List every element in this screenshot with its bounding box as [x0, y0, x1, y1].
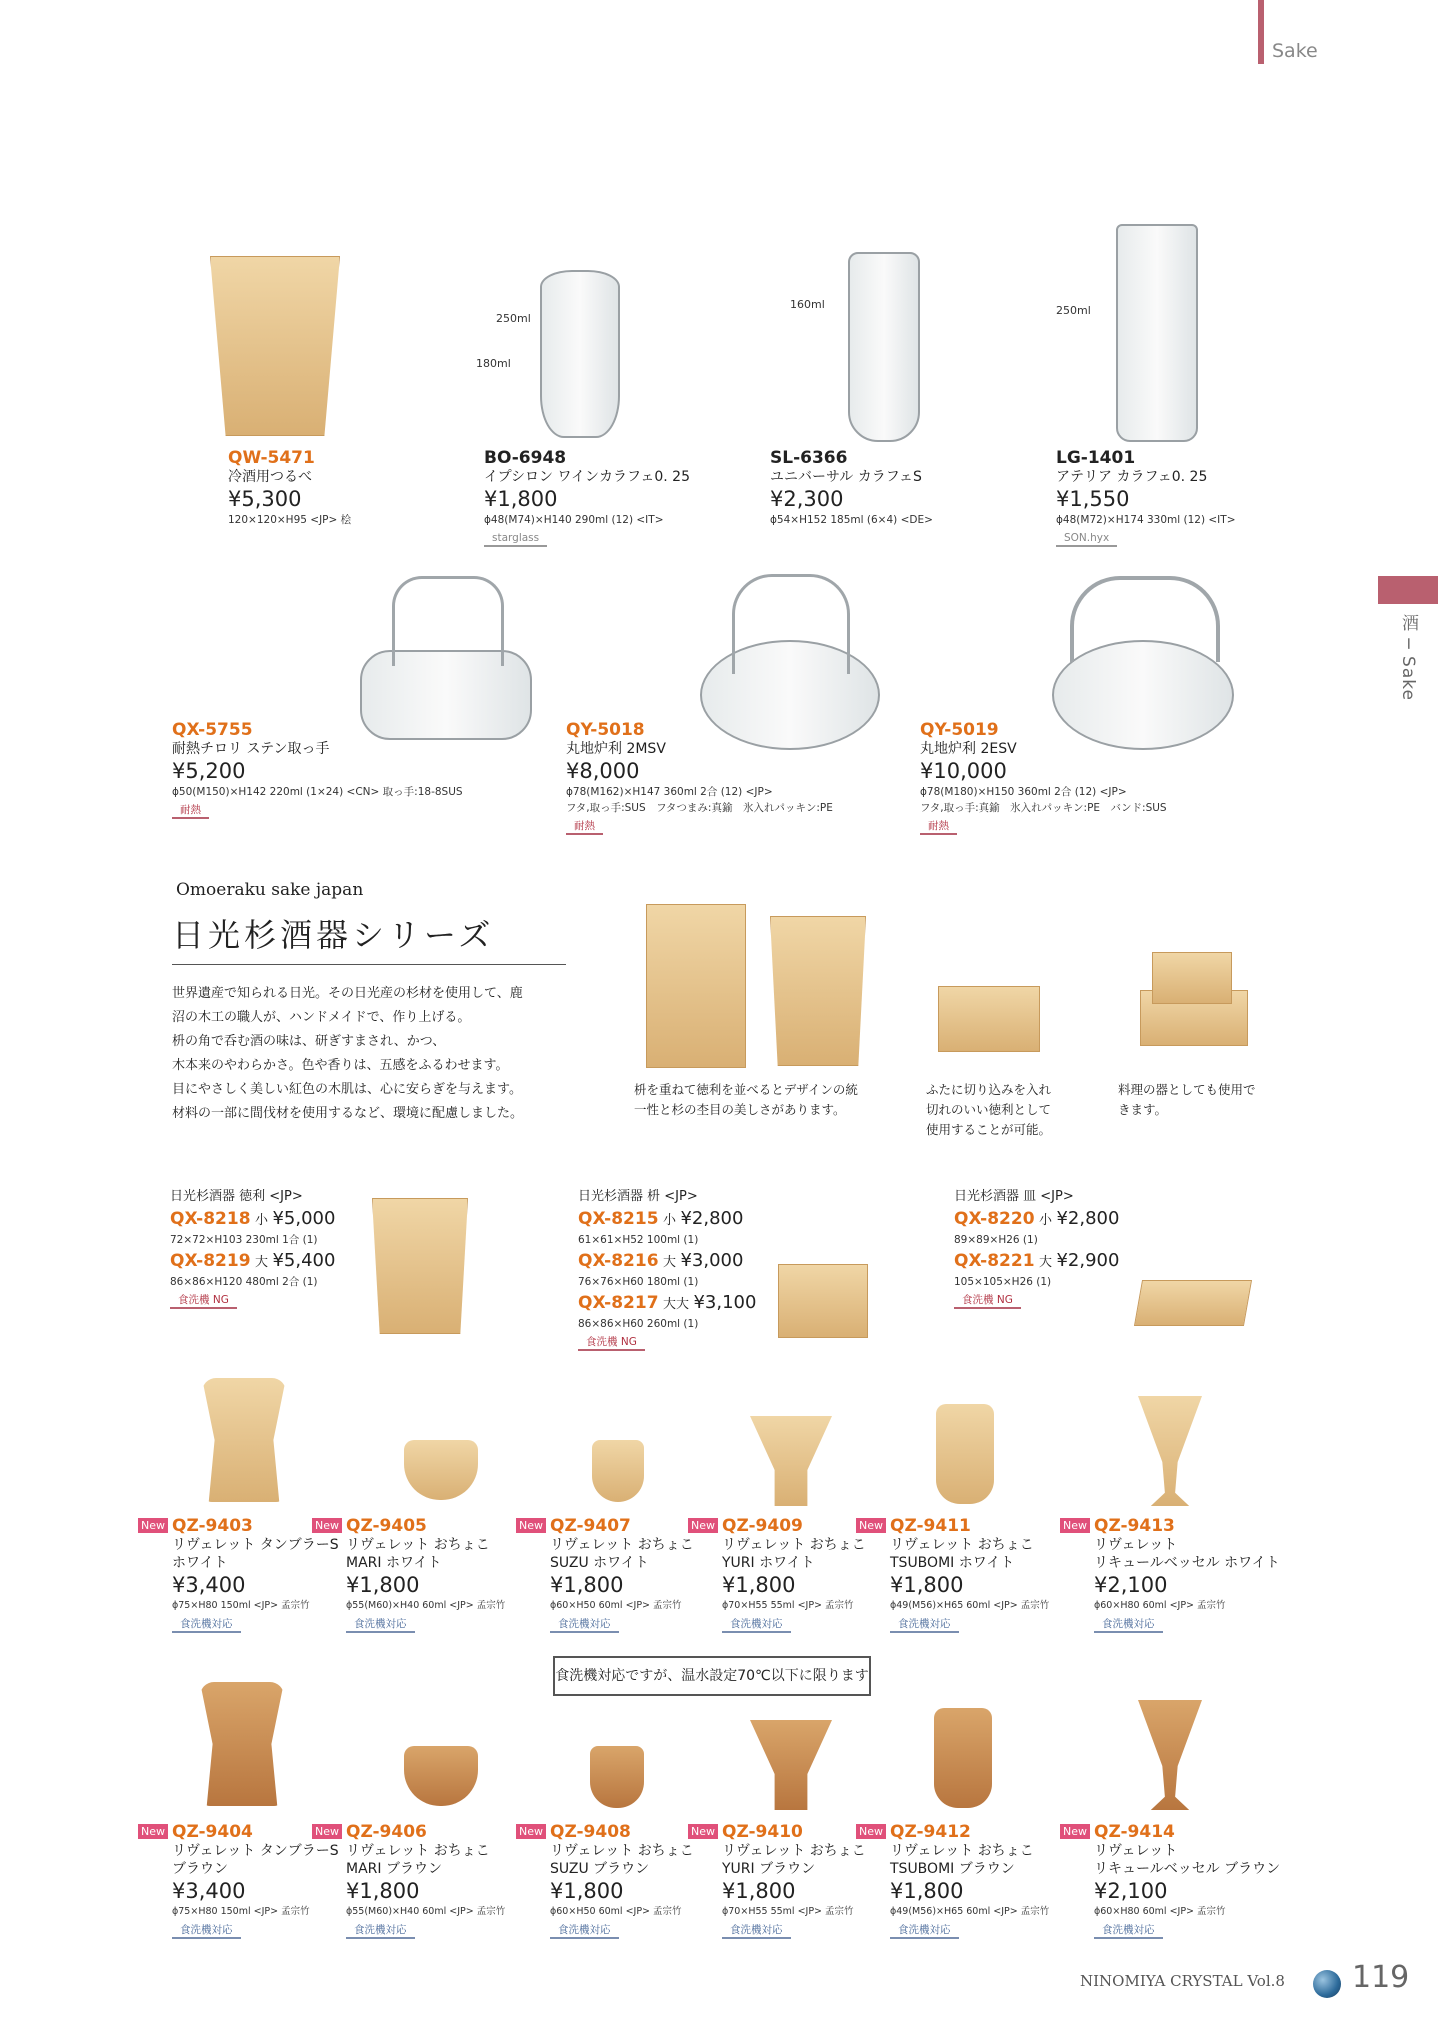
- product-name: リヴェレット おちょこ: [890, 1537, 1034, 1553]
- epsilon-carafe-image: [540, 270, 620, 438]
- product-variant: TSUBOMI ホワイト: [890, 1555, 1015, 1571]
- sugi-plate-image: [1134, 1280, 1252, 1326]
- product-qz-9408: [516, 1822, 694, 1939]
- product-name: リヴェレット タンブラーS: [172, 1843, 339, 1859]
- product-name: リヴェレット おちょこ: [346, 1843, 490, 1859]
- heat-resistant-tag: 耐熱: [920, 819, 957, 835]
- product-variant: SUZU ホワイト: [550, 1555, 649, 1571]
- dishwasher-ok-tag: 食洗機対応: [550, 1923, 619, 1939]
- series-description: [172, 982, 523, 1126]
- product-code: QY-5019: [920, 720, 999, 740]
- product-spec-2: フタ,取っ手:真鍮 氷入れパッキン:PE バンド:SUS: [920, 802, 1167, 814]
- product-size: 大大: [663, 1297, 690, 1312]
- yuri-brown-image: [750, 1720, 832, 1810]
- product-code: QX-5755: [172, 720, 253, 740]
- product-variant: MARI ホワイト: [346, 1555, 442, 1571]
- product-price: ¥2,900: [1056, 1250, 1120, 1271]
- product-code: QX-8219: [170, 1251, 251, 1271]
- product-price: ¥5,400: [272, 1250, 336, 1271]
- product-spec: ɸ60×H80 60ml <JP> 孟宗竹: [1094, 1906, 1226, 1917]
- tokkuri-image: [770, 916, 866, 1066]
- product-spec: ɸ70×H55 55ml <JP> 孟宗竹: [722, 1906, 854, 1917]
- product-variant: SUZU ブラウン: [550, 1861, 650, 1877]
- product-qz-9405: [312, 1516, 505, 1633]
- product-size: 小: [1039, 1213, 1053, 1228]
- universal-carafe-image: [848, 252, 920, 442]
- product-name: リヴェレット おちょこ: [722, 1537, 866, 1553]
- yuri-white-image: [750, 1416, 832, 1506]
- product-name: アテリア カラフェ0. 25: [1056, 469, 1208, 485]
- product-spec: ɸ75×H80 150ml <JP> 孟宗竹: [172, 1600, 310, 1611]
- product-variant: リキュールベッセル ホワイト: [1094, 1555, 1280, 1571]
- page-number: 119: [1352, 1960, 1410, 1995]
- new-badge: New: [1060, 1518, 1090, 1533]
- product-code: QX-8220: [954, 1209, 1035, 1229]
- product-price: ¥5,000: [272, 1208, 336, 1229]
- product-name: リヴェレット おちょこ: [550, 1843, 694, 1859]
- product-price: ¥3,400: [172, 1879, 246, 1903]
- product-bo-6948: [484, 448, 690, 547]
- series-brand: Omoeraku sake japan: [176, 880, 364, 900]
- product-price: ¥1,800: [722, 1573, 796, 1597]
- product-price: ¥10,000: [920, 759, 1007, 783]
- mari-brown-image: [404, 1746, 478, 1806]
- caption-plate: [1118, 1080, 1256, 1120]
- suzu-white-image: [592, 1440, 644, 1502]
- marujirori-2esv-handle-image: [1070, 576, 1220, 662]
- globe-icon: [1313, 1970, 1341, 1998]
- new-badge: New: [312, 1518, 342, 1533]
- caption-line: ふたに切り込みを入れ: [926, 1082, 1052, 1097]
- product-spec: 61×61×H52 100ml (1): [578, 1234, 699, 1246]
- capacity-label-lg: 250ml: [1056, 304, 1091, 317]
- new-badge: New: [516, 1518, 546, 1533]
- dishwasher-ok-tag: 食洗機対応: [346, 1923, 415, 1939]
- capacity-label-bo-b: 180ml: [476, 357, 511, 370]
- product-qz-9409: [688, 1516, 866, 1633]
- product-spec: ɸ60×H80 60ml <JP> 孟宗竹: [1094, 1600, 1226, 1611]
- product-price: ¥1,800: [550, 1879, 624, 1903]
- product-code: QZ-9412: [890, 1822, 971, 1842]
- caption-line: 切れのいい徳利として: [926, 1102, 1052, 1117]
- product-name: リヴェレット タンブラーS: [172, 1537, 339, 1553]
- product-qz-9414: [1060, 1822, 1280, 1939]
- product-qz-9411: [856, 1516, 1049, 1633]
- product-name: イプシロン ワインカラフェ0. 25: [484, 469, 690, 485]
- product-spec: 120×120×H95 <JP> 桧: [228, 514, 352, 526]
- product-price: ¥1,800: [722, 1879, 796, 1903]
- product-qz-9407: [516, 1516, 694, 1633]
- dishwasher-ok-tag: 食洗機対応: [890, 1923, 959, 1939]
- product-sl-6366: [770, 448, 933, 528]
- product-code: QZ-9405: [346, 1516, 427, 1536]
- liqueur-brown-image: [1138, 1700, 1202, 1810]
- product-code: QZ-9410: [722, 1822, 803, 1842]
- caption-line: 一性と杉の杢目の美しさがあります。: [634, 1102, 846, 1117]
- product-code: QW-5471: [228, 448, 315, 468]
- product-qz-9412: [856, 1822, 1049, 1939]
- product-qz-9406: [312, 1822, 505, 1939]
- product-name: 耐熱チロリ ステン取っ手: [172, 741, 330, 757]
- sugi-masu-group: [578, 1188, 756, 1351]
- product-code: QZ-9403: [172, 1516, 253, 1536]
- product-price: ¥2,800: [1056, 1208, 1120, 1229]
- product-spec: ɸ60×H50 60ml <JP> 孟宗竹: [550, 1600, 682, 1611]
- dishwasher-ok-tag: 食洗機対応: [172, 1923, 241, 1939]
- product-price: ¥2,800: [680, 1208, 744, 1229]
- product-price: ¥3,400: [172, 1573, 246, 1597]
- product-code: QX-8215: [578, 1209, 659, 1229]
- marujirori-2msv-handle-image: [732, 574, 850, 674]
- new-badge: New: [688, 1824, 718, 1839]
- dishwasher-ok-tag: 食洗機対応: [550, 1617, 619, 1633]
- dishwasher-ok-tag: 食洗機対応: [722, 1617, 791, 1633]
- product-spec: ɸ54×H152 185ml (6×4) <DE>: [770, 514, 933, 526]
- product-code: QX-8221: [954, 1251, 1035, 1271]
- product-price: ¥2,100: [1094, 1879, 1168, 1903]
- product-code: QX-8217: [578, 1293, 659, 1313]
- product-qz-9404: [138, 1822, 339, 1939]
- product-price: ¥1,800: [550, 1573, 624, 1597]
- side-index-label: 酒 ─ Sake: [1398, 614, 1418, 701]
- masu-box-image: [1152, 952, 1232, 1004]
- desc-line: 木本来のやわらかさ。色や香りは、五感をふるわせます。: [172, 1058, 509, 1073]
- product-variant: YURI ブラウン: [722, 1861, 816, 1877]
- product-lg-1401: [1056, 448, 1236, 547]
- new-badge: New: [516, 1824, 546, 1839]
- product-price: ¥3,000: [680, 1250, 744, 1271]
- caption-line: 料理の器としても使用で: [1118, 1082, 1256, 1097]
- product-price: ¥5,300: [228, 487, 302, 511]
- product-qz-9413: [1060, 1516, 1280, 1633]
- chirori-handle-image: [392, 576, 504, 666]
- product-name: リヴェレット おちょこ: [550, 1537, 694, 1553]
- product-variant: ホワイト: [172, 1555, 228, 1571]
- lid-tokkuri-image: [938, 986, 1040, 1052]
- heat-resistant-tag: 耐熱: [172, 803, 209, 819]
- product-spec: ɸ70×H55 55ml <JP> 孟宗竹: [722, 1600, 854, 1611]
- desc-line: 沼の木工の職人が、ハンドメイドで、作り上げる。: [172, 1010, 471, 1025]
- ateria-carafe-image: [1116, 224, 1198, 442]
- product-spec: ɸ78(M180)×H150 360ml 2合 (12) <JP>: [920, 786, 1127, 798]
- product-name: 冷酒用つるべ: [228, 469, 312, 485]
- new-badge: New: [688, 1518, 718, 1533]
- dishwasher-ok-tag: 食洗機対応: [890, 1617, 959, 1633]
- product-code: QZ-9411: [890, 1516, 971, 1536]
- product-spec: ɸ75×H80 150ml <JP> 孟宗竹: [172, 1906, 310, 1917]
- product-spec: ɸ48(M72)×H174 330ml (12) <IT>: [1056, 514, 1236, 526]
- dishwasher-ok-tag: 食洗機対応: [1094, 1617, 1163, 1633]
- product-name: リヴェレット おちょこ: [890, 1843, 1034, 1859]
- product-name: 丸地炉利 2MSV: [566, 741, 666, 757]
- dishwasher-ng-tag: 食洗機 NG: [170, 1293, 237, 1309]
- product-code: QZ-9414: [1094, 1822, 1175, 1842]
- desc-line: 目にやさしく美しい紅色の木肌は、心に安らぎを与えます。: [172, 1082, 522, 1097]
- product-price: ¥1,800: [346, 1879, 420, 1903]
- group-title: 日光杉酒器 枡 <JP>: [578, 1189, 698, 1204]
- section-title: Sake: [1272, 40, 1318, 62]
- product-qy-5018: [566, 720, 833, 835]
- dishwasher-note: 食洗機対応ですが、温水設定70℃以下に限ります: [553, 1656, 871, 1696]
- product-code: QZ-9409: [722, 1516, 803, 1536]
- product-code: QZ-9413: [1094, 1516, 1175, 1536]
- tsurube-image: [210, 256, 340, 436]
- product-spec: ɸ48(M74)×H140 290ml (12) <IT>: [484, 514, 664, 526]
- product-qz-9403: [138, 1516, 339, 1633]
- product-code: BO-6948: [484, 448, 567, 468]
- side-index-tab: [1378, 576, 1438, 604]
- group-title: 日光杉酒器 徳利 <JP>: [170, 1189, 303, 1204]
- product-variant: リキュールベッセル ブラウン: [1094, 1861, 1281, 1877]
- product-spec: ɸ49(M56)×H65 60ml <JP> 孟宗竹: [890, 1600, 1050, 1611]
- capacity-label-sl: 160ml: [790, 298, 825, 311]
- product-name: 丸地炉利 2ESV: [920, 741, 1017, 757]
- tsubomi-white-image: [936, 1404, 994, 1504]
- product-spec: 86×86×H120 480ml 2合 (1): [170, 1276, 318, 1288]
- product-spec: ɸ55(M60)×H40 60ml <JP> 孟宗竹: [346, 1906, 506, 1917]
- product-price: ¥5,200: [172, 759, 246, 783]
- product-name: リヴェレット: [1094, 1843, 1178, 1859]
- product-spec: ɸ50(M150)×H142 220ml (1×24) <CN> 取っ手:18-8SUS: [172, 786, 463, 798]
- tumbler-brown-image: [200, 1682, 284, 1806]
- group-title: 日光杉酒器 皿 <JP>: [954, 1189, 1074, 1204]
- product-qx-5755: [172, 720, 463, 819]
- dishwasher-ok-tag: 食洗機対応: [172, 1617, 241, 1633]
- product-price: ¥1,550: [1056, 487, 1130, 511]
- desc-line: 材料の一部に間伐材を使用するなど、環境に配慮しました。: [172, 1106, 524, 1121]
- product-price: ¥8,000: [566, 759, 640, 783]
- new-badge: New: [138, 1518, 168, 1533]
- product-name: リヴェレット: [1094, 1537, 1178, 1553]
- product-code: QX-8216: [578, 1251, 659, 1271]
- product-spec-2: フタ,取っ手:SUS フタつまみ:真鍮 氷入れパッキン:PE: [566, 802, 833, 814]
- stacked-masu-image: [646, 904, 746, 1068]
- capacity-label-bo-a: 250ml: [496, 312, 531, 325]
- product-variant: ブラウン: [172, 1861, 228, 1877]
- product-code: QY-5018: [566, 720, 645, 740]
- product-spec: ɸ60×H50 60ml <JP> 孟宗竹: [550, 1906, 682, 1917]
- brand-tag: SON.hyx: [1056, 531, 1117, 547]
- tsubomi-brown-image: [934, 1708, 992, 1808]
- product-price: ¥2,300: [770, 487, 844, 511]
- brand-tag: starglass: [484, 531, 547, 547]
- new-badge: New: [856, 1824, 886, 1839]
- sugi-masu-image: [778, 1264, 868, 1338]
- product-price: ¥3,100: [693, 1292, 757, 1313]
- product-price: ¥1,800: [346, 1573, 420, 1597]
- product-spec: 86×86×H60 260ml (1): [578, 1318, 699, 1330]
- new-badge: New: [1060, 1824, 1090, 1839]
- product-size: 大: [1039, 1255, 1053, 1270]
- product-price: ¥1,800: [890, 1573, 964, 1597]
- liqueur-white-image: [1138, 1396, 1202, 1506]
- product-name: ユニバーサル カラフェS: [770, 469, 922, 485]
- product-spec: ɸ78(M162)×H147 360ml 2合 (12) <JP>: [566, 786, 773, 798]
- new-badge: New: [856, 1518, 886, 1533]
- product-size: 小: [663, 1213, 677, 1228]
- dishwasher-ok-tag: 食洗機対応: [722, 1923, 791, 1939]
- product-qw-5471: [228, 448, 351, 528]
- product-qz-9410: [688, 1822, 866, 1939]
- product-spec: 76×76×H60 180ml (1): [578, 1276, 699, 1288]
- desc-line: 枡の角で呑む酒の味は、研ぎすまされ、かつ、: [172, 1034, 446, 1049]
- series-title: 日光杉酒器シリーズ: [172, 916, 495, 954]
- dishwasher-ng-tag: 食洗機 NG: [954, 1293, 1021, 1309]
- header-accent-bar: [1258, 0, 1264, 64]
- product-code: QZ-9404: [172, 1822, 253, 1842]
- product-code: QZ-9406: [346, 1822, 427, 1842]
- new-badge: New: [312, 1824, 342, 1839]
- product-code: QZ-9408: [550, 1822, 631, 1842]
- caption-line: 枡を重ねて徳利を並べるとデザインの統: [634, 1082, 858, 1097]
- caption-stack: [634, 1080, 858, 1120]
- heat-resistant-tag: 耐熱: [566, 819, 603, 835]
- product-code: SL-6366: [770, 448, 848, 468]
- caption-line: 使用することが可能。: [926, 1122, 1052, 1137]
- sugi-tokkuri-group: [170, 1188, 335, 1309]
- product-variant: YURI ホワイト: [722, 1555, 815, 1571]
- product-size: 小: [255, 1213, 269, 1228]
- product-code: LG-1401: [1056, 448, 1136, 468]
- sugi-tokkuri-image: [372, 1198, 468, 1334]
- series-title-rule: [172, 964, 566, 965]
- product-qy-5019: [920, 720, 1167, 835]
- product-spec: 89×89×H26 (1): [954, 1234, 1038, 1246]
- product-name: リヴェレット おちょこ: [722, 1843, 866, 1859]
- product-size: 大: [255, 1255, 269, 1270]
- product-code: QZ-9407: [550, 1516, 631, 1536]
- product-spec: 72×72×H103 230ml 1合 (1): [170, 1234, 318, 1246]
- product-price: ¥1,800: [890, 1879, 964, 1903]
- caption-lid: [926, 1080, 1051, 1140]
- caption-line: きます。: [1118, 1102, 1168, 1117]
- mari-white-image: [404, 1440, 478, 1500]
- dishwasher-ok-tag: 食洗機対応: [1094, 1923, 1163, 1939]
- product-price: ¥1,800: [484, 487, 558, 511]
- dishwasher-ng-tag: 食洗機 NG: [578, 1335, 645, 1351]
- sugi-plate-group: [954, 1188, 1119, 1309]
- product-spec: ɸ55(M60)×H40 60ml <JP> 孟宗竹: [346, 1600, 506, 1611]
- suzu-brown-image: [590, 1746, 644, 1808]
- product-price: ¥2,100: [1094, 1573, 1168, 1597]
- desc-line: 世界遺産で知られる日光。その日光産の杉材を使用して、鹿: [172, 986, 523, 1001]
- product-spec: 105×105×H26 (1): [954, 1276, 1052, 1288]
- product-spec: ɸ49(M56)×H65 60ml <JP> 孟宗竹: [890, 1906, 1050, 1917]
- product-variant: MARI ブラウン: [346, 1861, 442, 1877]
- product-size: 大: [663, 1255, 677, 1270]
- product-code: QX-8218: [170, 1209, 251, 1229]
- dishwasher-ok-tag: 食洗機対応: [346, 1617, 415, 1633]
- tumbler-white-image: [202, 1378, 286, 1502]
- product-variant: TSUBOMI ブラウン: [890, 1861, 1015, 1877]
- product-name: リヴェレット おちょこ: [346, 1537, 490, 1553]
- footer-brand: NINOMIYA CRYSTAL Vol.8: [1080, 1972, 1285, 1990]
- new-badge: New: [138, 1824, 168, 1839]
